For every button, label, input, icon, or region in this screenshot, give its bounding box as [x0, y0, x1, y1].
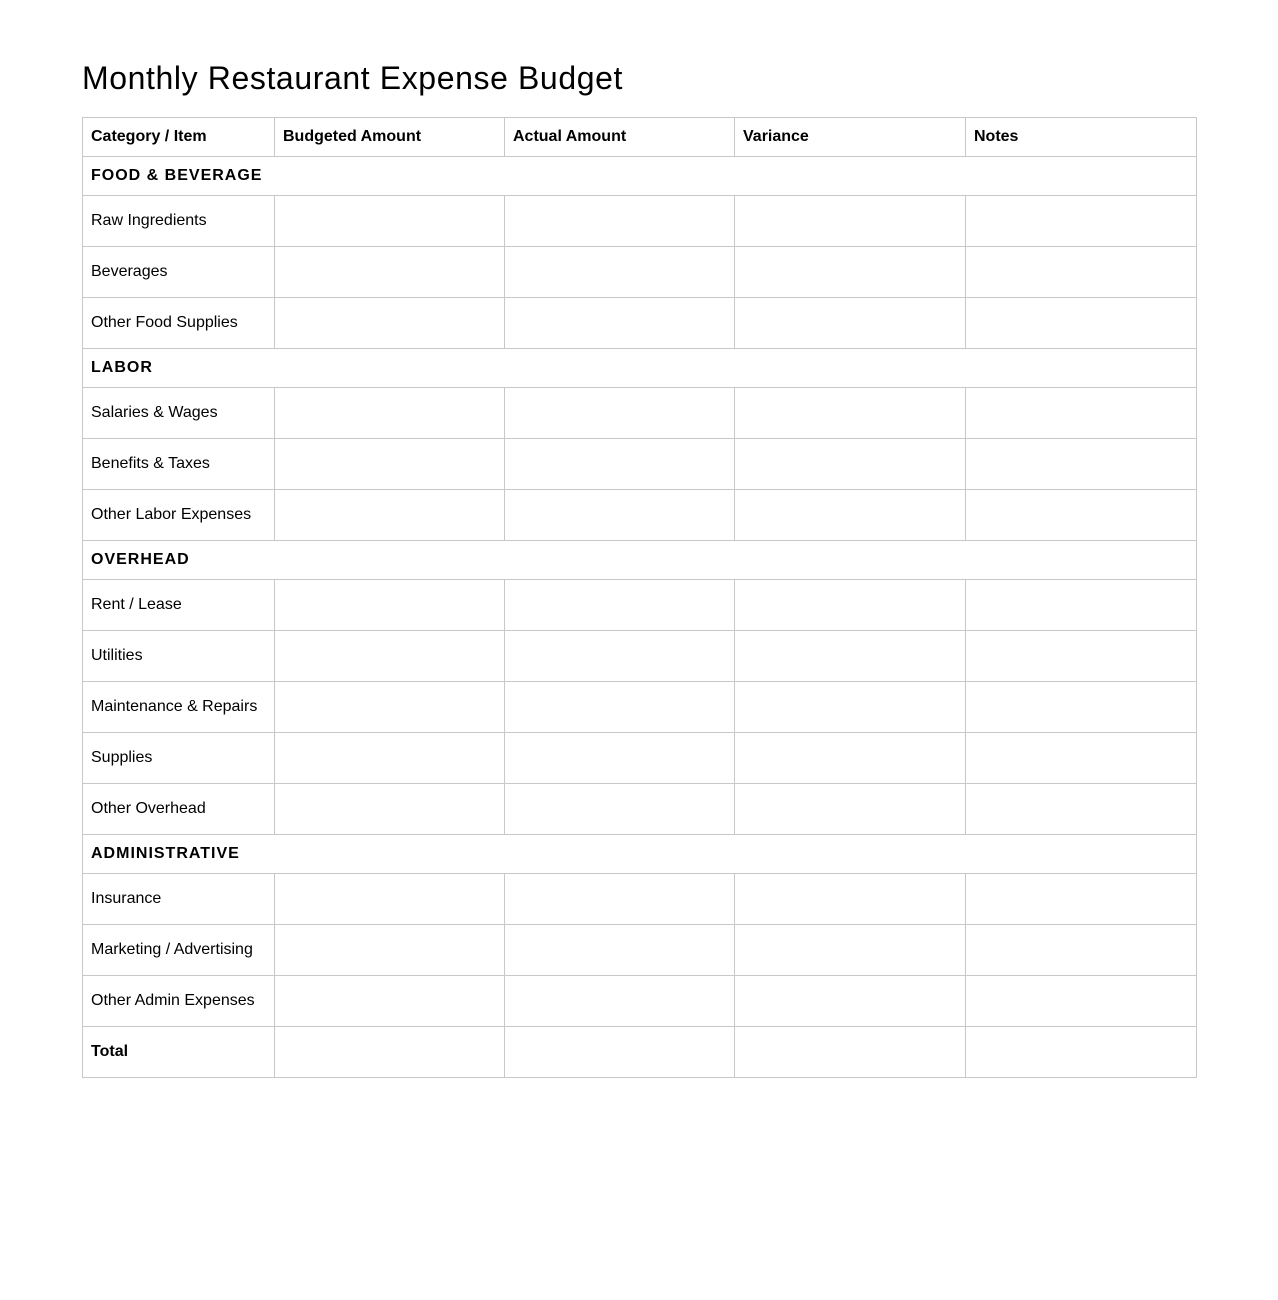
actual-cell[interactable]	[505, 439, 735, 490]
total-label: Total	[83, 1027, 275, 1078]
actual-cell[interactable]	[505, 874, 735, 925]
variance-cell[interactable]	[735, 976, 966, 1027]
section-heading: LABOR	[83, 349, 1197, 388]
section-row	[83, 541, 1197, 580]
variance-cell[interactable]	[735, 733, 966, 784]
item-label: Rent / Lease	[83, 580, 275, 631]
actual-cell[interactable]	[505, 976, 735, 1027]
budgeted-cell[interactable]	[275, 925, 505, 976]
table-row	[83, 631, 1197, 682]
notes-cell[interactable]	[966, 733, 1197, 784]
total-row	[83, 1027, 1197, 1078]
variance-cell[interactable]	[735, 490, 966, 541]
budgeted-cell[interactable]	[275, 631, 505, 682]
notes-cell[interactable]	[966, 925, 1197, 976]
item-label: Benefits & Taxes	[83, 439, 275, 490]
budgeted-cell[interactable]	[275, 874, 505, 925]
item-label: Raw Ingredients	[83, 196, 275, 247]
section-row	[83, 157, 1197, 196]
actual-cell[interactable]	[505, 784, 735, 835]
total-actual-cell[interactable]	[505, 1027, 735, 1078]
item-label: Other Admin Expenses	[83, 976, 275, 1027]
table-row	[83, 298, 1197, 349]
item-label: Utilities	[83, 631, 275, 682]
item-label: Supplies	[83, 733, 275, 784]
table-row	[83, 874, 1197, 925]
variance-cell[interactable]	[735, 580, 966, 631]
actual-cell[interactable]	[505, 490, 735, 541]
variance-cell[interactable]	[735, 682, 966, 733]
actual-cell[interactable]	[505, 247, 735, 298]
variance-cell[interactable]	[735, 925, 966, 976]
budgeted-cell[interactable]	[275, 196, 505, 247]
section-row	[83, 835, 1197, 874]
variance-cell[interactable]	[735, 298, 966, 349]
table-row	[83, 976, 1197, 1027]
table-row	[83, 196, 1197, 247]
budgeted-cell[interactable]	[275, 247, 505, 298]
actual-cell[interactable]	[505, 925, 735, 976]
item-label: Insurance	[83, 874, 275, 925]
table-row	[83, 925, 1197, 976]
table-row	[83, 247, 1197, 298]
variance-cell[interactable]	[735, 439, 966, 490]
actual-cell[interactable]	[505, 196, 735, 247]
column-header-category: Category / Item	[83, 118, 275, 157]
section-heading: OVERHEAD	[83, 541, 1197, 580]
budgeted-cell[interactable]	[275, 388, 505, 439]
variance-cell[interactable]	[735, 196, 966, 247]
table-row	[83, 733, 1197, 784]
notes-cell[interactable]	[966, 298, 1197, 349]
budgeted-cell[interactable]	[275, 439, 505, 490]
section-heading: FOOD & BEVERAGE	[83, 157, 1197, 196]
notes-cell[interactable]	[966, 631, 1197, 682]
table-row	[83, 682, 1197, 733]
budget-table	[82, 117, 1197, 1078]
notes-cell[interactable]	[966, 388, 1197, 439]
table-row	[83, 490, 1197, 541]
variance-cell[interactable]	[735, 247, 966, 298]
notes-cell[interactable]	[966, 247, 1197, 298]
item-label: Other Overhead	[83, 784, 275, 835]
notes-cell[interactable]	[966, 976, 1197, 1027]
notes-cell[interactable]	[966, 196, 1197, 247]
column-header-variance: Variance	[735, 118, 966, 157]
column-header-actual: Actual Amount	[505, 118, 735, 157]
notes-cell[interactable]	[966, 439, 1197, 490]
budgeted-cell[interactable]	[275, 490, 505, 541]
budgeted-cell[interactable]	[275, 682, 505, 733]
table-row	[83, 388, 1197, 439]
actual-cell[interactable]	[505, 733, 735, 784]
section-heading: ADMINISTRATIVE	[83, 835, 1197, 874]
variance-cell[interactable]	[735, 631, 966, 682]
total-variance-cell[interactable]	[735, 1027, 966, 1078]
budgeted-cell[interactable]	[275, 784, 505, 835]
table-row	[83, 580, 1197, 631]
table-row	[83, 439, 1197, 490]
item-label: Marketing / Advertising	[83, 925, 275, 976]
item-label: Other Food Supplies	[83, 298, 275, 349]
total-notes-cell[interactable]	[966, 1027, 1197, 1078]
actual-cell[interactable]	[505, 580, 735, 631]
column-header-budgeted: Budgeted Amount	[275, 118, 505, 157]
variance-cell[interactable]	[735, 874, 966, 925]
notes-cell[interactable]	[966, 874, 1197, 925]
item-label: Maintenance & Repairs	[83, 682, 275, 733]
actual-cell[interactable]	[505, 631, 735, 682]
variance-cell[interactable]	[735, 388, 966, 439]
notes-cell[interactable]	[966, 682, 1197, 733]
variance-cell[interactable]	[735, 784, 966, 835]
notes-cell[interactable]	[966, 784, 1197, 835]
total-budgeted-cell[interactable]	[275, 1027, 505, 1078]
header-row	[83, 118, 1197, 157]
budgeted-cell[interactable]	[275, 733, 505, 784]
budgeted-cell[interactable]	[275, 976, 505, 1027]
item-label: Other Labor Expenses	[83, 490, 275, 541]
actual-cell[interactable]	[505, 298, 735, 349]
column-header-notes: Notes	[966, 118, 1197, 157]
table-row	[83, 784, 1197, 835]
actual-cell[interactable]	[505, 682, 735, 733]
budgeted-cell[interactable]	[275, 298, 505, 349]
notes-cell[interactable]	[966, 490, 1197, 541]
item-label: Salaries & Wages	[83, 388, 275, 439]
budgeted-cell[interactable]	[275, 580, 505, 631]
notes-cell[interactable]	[966, 580, 1197, 631]
page-title: Monthly Restaurant Expense Budget	[82, 60, 624, 96]
section-row	[83, 349, 1197, 388]
item-label: Beverages	[83, 247, 275, 298]
actual-cell[interactable]	[505, 388, 735, 439]
